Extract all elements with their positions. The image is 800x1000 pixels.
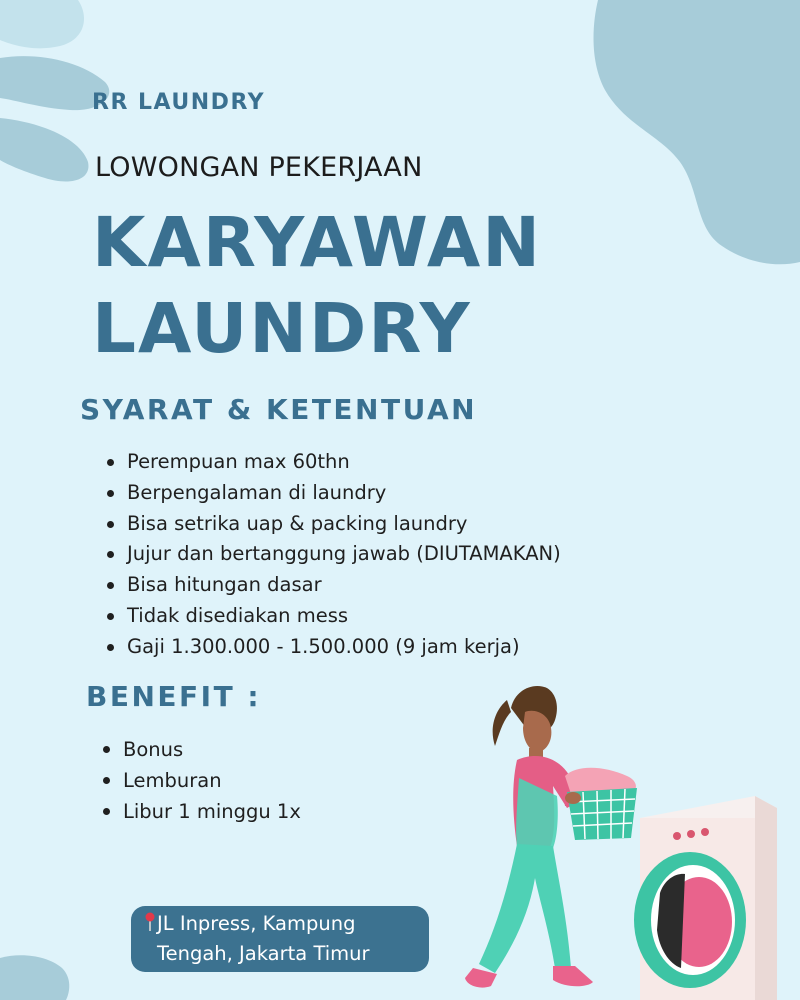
list-item: Gaji 1.300.000 - 1.500.000 (9 jam kerja) bbox=[105, 632, 561, 663]
list-item: Bisa hitungan dasar bbox=[105, 570, 561, 601]
washing-machine-icon bbox=[634, 796, 777, 1000]
list-item: Lemburan bbox=[101, 765, 301, 796]
list-item: Bisa setrika uap & packing laundry bbox=[105, 509, 561, 540]
list-item: Tidak disediakan mess bbox=[105, 601, 561, 632]
requirements-heading: SYARAT & KETENTUAN bbox=[80, 393, 478, 426]
woman-laundry-illustration bbox=[455, 668, 785, 1000]
title-line-2: LAUNDRY bbox=[92, 289, 472, 369]
poster-title bbox=[92, 200, 542, 372]
requirements-list bbox=[105, 447, 561, 663]
list-item: Jujur dan bertanggung jawab (DIUTAMAKAN) bbox=[105, 539, 561, 570]
woman-figure bbox=[465, 686, 637, 988]
benefits-list bbox=[101, 734, 301, 827]
benefits-heading: BENEFIT : bbox=[86, 680, 262, 713]
list-item: Berpengalaman di laundry bbox=[105, 478, 561, 509]
pin-icon bbox=[144, 912, 156, 932]
list-item: Libur 1 minggu 1x bbox=[101, 796, 301, 827]
address-badge bbox=[131, 906, 429, 972]
title-line-1: KARYAWAN bbox=[92, 203, 543, 283]
list-item: Bonus bbox=[101, 734, 301, 765]
brand-name: RR LAUNDRY bbox=[92, 90, 266, 115]
address-line-2: Tengah, Jakarta Timur bbox=[157, 942, 370, 965]
address-line-1: JL Inpress, Kampung bbox=[157, 912, 356, 935]
list-item: Perempuan max 60thn bbox=[105, 447, 561, 478]
poster-subtitle: LOWONGAN PEKERJAAN bbox=[95, 152, 423, 183]
